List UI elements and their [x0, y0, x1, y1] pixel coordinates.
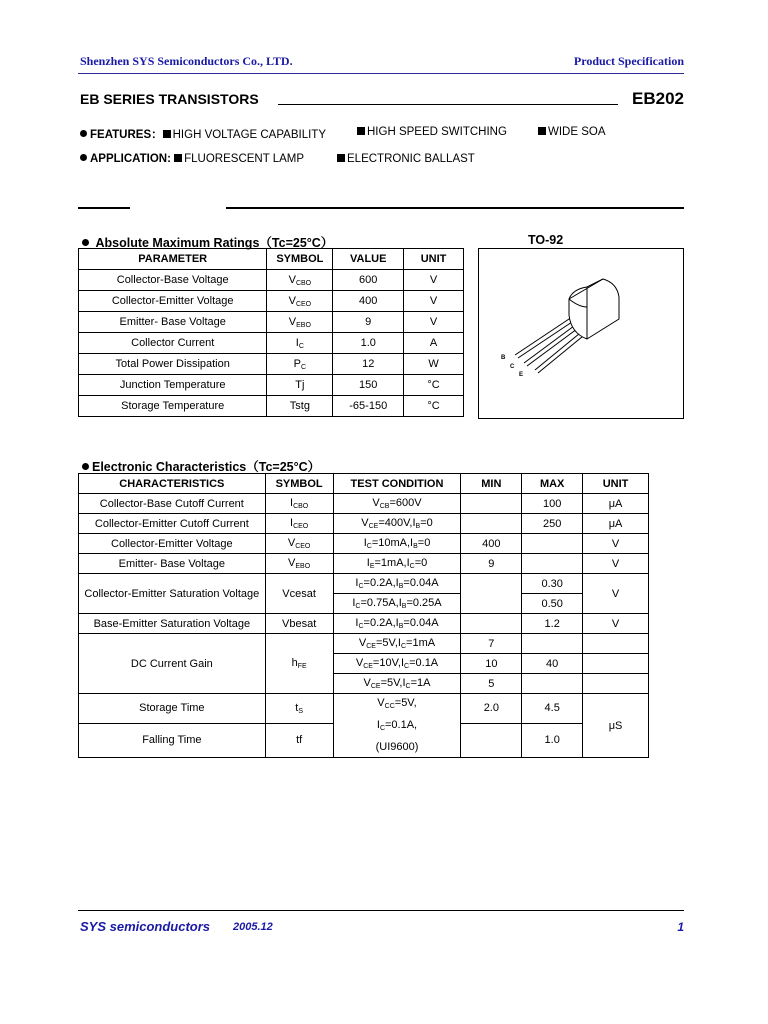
table-row: [79, 574, 649, 594]
cell-unit: W: [404, 354, 464, 375]
cell-value: 1.0: [333, 333, 404, 354]
cell-min: [461, 574, 522, 614]
cell-value: -65-150: [333, 396, 404, 417]
cell-condition: $V_{CE}=10V,I_C=0.1A$: [333, 654, 461, 674]
section-divider: [78, 207, 130, 209]
column-header: TEST CONDITION: [333, 474, 461, 494]
cell-max: [522, 674, 583, 694]
cell-symbol: $V_{EBO}$: [265, 554, 333, 574]
cell-parameter: Emitter- Base Voltage: [79, 312, 267, 333]
column-header: UNIT: [404, 249, 464, 270]
cell-characteristic: Storage Time: [79, 694, 266, 724]
cell-symbol: $V_{EBO}$: [267, 312, 333, 333]
cell-condition: $V_{CE}=400V,I_B=0$: [333, 514, 461, 534]
elec-title: Electronic Characteristics（Tc=25°C）: [82, 457, 320, 475]
feature-item: WIDE SOA: [548, 126, 606, 138]
table-row: [79, 270, 464, 291]
cell-value: 150: [333, 375, 404, 396]
cell-max: 100: [522, 494, 583, 514]
cell-value: 9: [333, 312, 404, 333]
cell-condition: $V_{CE}=5V,I_C=1A$: [333, 674, 461, 694]
cell-characteristic: Collector-Emitter Voltage: [79, 534, 266, 554]
cell-unit: [583, 654, 649, 674]
cell-condition: $I_C=10mA,I_B=0$: [333, 534, 461, 554]
table-header-row: [79, 474, 649, 494]
cell-min: 7: [461, 634, 522, 654]
application-item-2: [337, 153, 475, 165]
cell-max: 1.2: [522, 614, 583, 634]
table-row: [79, 534, 649, 554]
application-item: ELECTRONIC BALLAST: [347, 153, 475, 165]
cell-min: 5: [461, 674, 522, 694]
square-bullet-icon: [538, 127, 546, 135]
cell-parameter: Total Power Dissipation: [79, 354, 267, 375]
cell-symbol: Tj: [267, 375, 333, 396]
elec-char-table: [78, 473, 649, 758]
square-bullet-icon: [174, 154, 182, 162]
cell-condition: $I_C=0.75A,I_B=0.25A$: [333, 594, 461, 614]
cell-unit: V: [404, 312, 464, 333]
cell-unit: [583, 674, 649, 694]
cell-symbol: Tstg: [267, 396, 333, 417]
cell-unit: μA: [583, 514, 649, 534]
abs-max-title: Absolute Maximum Ratings（Tc=25°C）: [82, 233, 333, 251]
bullet-icon: [82, 463, 89, 470]
square-bullet-icon: [163, 130, 171, 138]
abs-max-body: [79, 270, 464, 417]
cell-unit: °C: [404, 375, 464, 396]
cell-characteristic: Base-Emitter Saturation Voltage: [79, 614, 266, 634]
pin-label-b: B: [501, 355, 506, 361]
cell-characteristic: Collector-Base Cutoff Current: [79, 494, 266, 514]
part-number: EB202: [632, 89, 684, 108]
cell-parameter: Collector-Base Voltage: [79, 270, 267, 291]
cell-min: 2.0: [461, 694, 522, 724]
cell-symbol: $V_{CEO}$: [265, 534, 333, 554]
cell-max: 0.50: [522, 594, 583, 614]
cell-unit: V: [404, 270, 464, 291]
cell-min: [461, 514, 522, 534]
cell-min: [461, 494, 522, 514]
series-title: EB SERIES TRANSISTORS: [80, 91, 259, 107]
section-divider: [226, 207, 684, 209]
table-row: [79, 634, 649, 654]
table-row: [79, 375, 464, 396]
application-line: [80, 153, 304, 165]
cell-condition: $I_C=0.2A,I_B=0.04A$: [333, 574, 461, 594]
doc-type: Product Specification: [573, 54, 684, 68]
bullet-icon: [82, 239, 89, 246]
cell-max: 250: [522, 514, 583, 534]
features-colon: ：: [151, 129, 163, 141]
cell-symbol: tf: [265, 723, 333, 757]
cell-value: 400: [333, 291, 404, 312]
cell-unit: V: [583, 574, 649, 614]
cell-unit: μA: [583, 494, 649, 514]
company-name: Shenzhen SYS Semiconductors Co., LTD.: [80, 54, 293, 68]
cell-min: 400: [461, 534, 522, 554]
cell-symbol: $t_S$: [265, 694, 333, 724]
cell-symbol: $V_{CBO}$: [267, 270, 333, 291]
cell-unit: A: [404, 333, 464, 354]
footer-divider: [78, 910, 684, 911]
cell-max: [522, 554, 583, 574]
table-row: [79, 291, 464, 312]
cell-parameter: Junction Temperature: [79, 375, 267, 396]
column-header: SYMBOL: [265, 474, 333, 494]
cell-max: 40: [522, 654, 583, 674]
cell-symbol: Vcesat: [265, 574, 333, 614]
page-number: 1: [677, 920, 684, 934]
cell-characteristic: Falling Time: [79, 723, 266, 757]
application-item: FLUORESCENT LAMP: [184, 153, 305, 165]
table-row: [79, 354, 464, 375]
cell-unit: V: [583, 534, 649, 554]
package-label: TO-92: [528, 233, 564, 247]
cell-condition: $V_{CB}=600V$: [333, 494, 461, 514]
cell-parameter: Storage Temperature: [79, 396, 267, 417]
cell-min: 10: [461, 654, 522, 674]
cell-value: 12: [333, 354, 404, 375]
footer-brand: SYS semiconductors: [80, 919, 211, 934]
to92-package-icon: [479, 249, 683, 418]
cell-max: 0.30: [522, 574, 583, 594]
feature-item-3: [538, 126, 606, 138]
table-row: [79, 694, 649, 724]
bullet-icon: [80, 130, 87, 137]
cell-characteristic: Emitter- Base Voltage: [79, 554, 266, 574]
cell-unit: V: [583, 554, 649, 574]
cell-characteristic: Collector-Emitter Cutoff Current: [79, 514, 266, 534]
cell-symbol: $I_{CEO}$: [265, 514, 333, 534]
cell-max: 1.0: [522, 723, 583, 757]
column-header: PARAMETER: [79, 249, 267, 270]
pin-label-e: E: [519, 372, 524, 378]
header-divider: [78, 73, 684, 74]
cell-characteristic: DC Current Gain: [79, 634, 266, 694]
column-header: MIN: [461, 474, 522, 494]
features-label: FEATURES: [90, 129, 152, 141]
cell-max: [522, 534, 583, 554]
package-body: [569, 279, 619, 339]
table-row: [79, 494, 649, 514]
cell-unit: [583, 634, 649, 654]
square-bullet-icon: [357, 127, 365, 135]
cell-symbol: $V_{CEO}$: [267, 291, 333, 312]
pin-lead: [518, 320, 575, 358]
column-header: SYMBOL: [267, 249, 333, 270]
cell-parameter: Collector-Emitter Voltage: [79, 291, 267, 312]
table-row: [79, 333, 464, 354]
table-row: [79, 554, 649, 574]
column-header: UNIT: [583, 474, 649, 494]
footer-date: 2005.12: [233, 921, 273, 933]
cell-characteristic: Collector-Emitter Saturation Voltage: [79, 574, 266, 614]
column-header: VALUE: [333, 249, 404, 270]
table-header-row: [79, 249, 464, 270]
cell-value: 600: [333, 270, 404, 291]
cell-min: 9: [461, 554, 522, 574]
cell-parameter: Collector Current: [79, 333, 267, 354]
cell-condition: $I_C=0.2A,I_B=0.04A$: [333, 614, 461, 634]
bullet-icon: [80, 154, 87, 161]
cell-symbol: $P_C$: [267, 354, 333, 375]
cell-unit: V: [404, 291, 464, 312]
table-row: [79, 312, 464, 333]
cell-min: [461, 614, 522, 634]
cell-unit: °C: [404, 396, 464, 417]
cell-condition: $V_{CC}=5V$, $I_C=0.1A$, (UI9600): [333, 694, 461, 758]
cell-symbol: $I_{CBO}$: [265, 494, 333, 514]
cell-symbol: Vbesat: [265, 614, 333, 634]
column-header: CHARACTERISTICS: [79, 474, 266, 494]
feature-item: HIGH VOLTAGE CAPABILITY: [172, 129, 326, 141]
title-underline: [278, 104, 618, 105]
cell-max: [522, 634, 583, 654]
package-drawing-frame: [478, 248, 684, 419]
application-label: APPLICATION:: [90, 153, 171, 165]
cell-unit: μS: [583, 694, 649, 758]
feature-item-2: [357, 126, 507, 138]
cell-symbol: $I_C$: [267, 333, 333, 354]
pin-lead: [515, 317, 572, 355]
cell-min: [461, 723, 522, 757]
table-row: [79, 614, 649, 634]
cell-unit: V: [583, 614, 649, 634]
cell-max: 4.5: [522, 694, 583, 724]
cell-symbol: $h_{FE}$: [265, 634, 333, 694]
pin-label-c: C: [510, 364, 515, 370]
table-row: [79, 514, 649, 534]
square-bullet-icon: [337, 154, 345, 162]
cell-condition: $V_{CE}=5V,I_C=1mA$: [333, 634, 461, 654]
table-row: [79, 396, 464, 417]
column-header: MAX: [522, 474, 583, 494]
features-line: [80, 126, 326, 142]
abs-max-table: [78, 248, 464, 417]
feature-item: HIGH SPEED SWITCHING: [367, 126, 507, 138]
cell-condition: $I_E=1mA,I_C=0$: [333, 554, 461, 574]
